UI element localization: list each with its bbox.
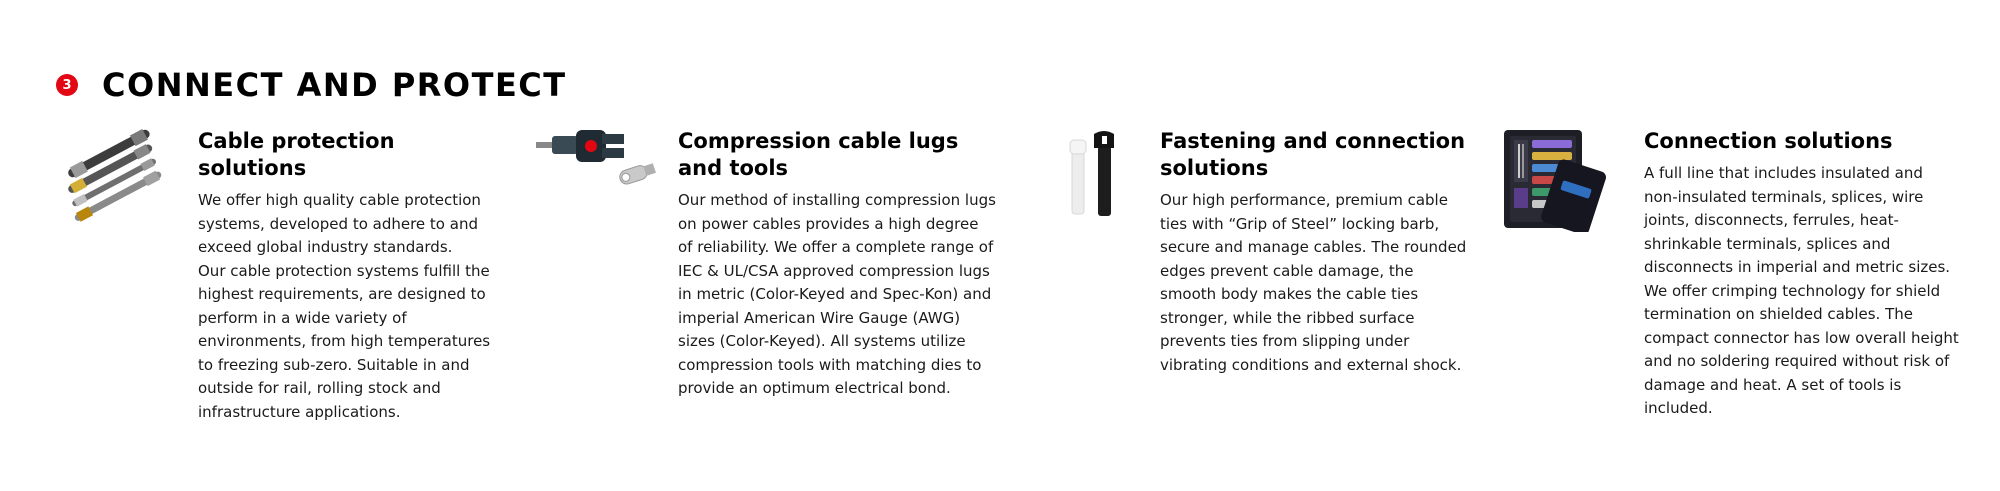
cable-protection-conduits-icon: [56, 128, 166, 238]
card-title: Connection solutions: [1644, 129, 1893, 153]
card-text: [198, 128, 508, 424]
card-description: Our method of installing compression lugs on power cables provides a high degree of reliability. We offer a complete range of IEC & UL/CSA approved compression lugs in metric (Color-Keyed and Spec-Kon) and imperial American Wire Gauge (AWG) sizes (Color-Keyed). All systems utilize compression tools with matching dies to provide an optimum electrical bond.: [678, 191, 996, 397]
section-number-badge: 3: [56, 74, 78, 96]
card-text: [1644, 128, 1960, 421]
connector-kit-case-icon: [1502, 128, 1612, 238]
card-description: A full line that includes insulated and non-insulated terminals, splices, wire joints, disconnects, ferrules, heat-shrinkable terminals, splices and disconnects in imperial and metric sizes. We offer crimping technology for shield termination on shielded cables. The compact connector has low overall height and no soldering required without risk of damage and heat. A set of tools is included.: [1644, 164, 1959, 417]
card-title: Compression cable lugs and tools: [678, 129, 959, 180]
card-text: [1160, 128, 1470, 377]
card-title: Cable protection solutions: [198, 129, 395, 180]
card-description: Our high performance, premium cable ties with “Grip of Steel” locking barb, secure and manage cables. The rounded edges prevent cable damage, the smooth body makes the cable ties stronger, while the ribbed surface prevents ties from slipping under vibrating conditions and external shock.: [1160, 191, 1467, 374]
section-header: [56, 66, 567, 104]
card-text: [678, 128, 996, 401]
crimping-tool-and-cable-lug-icon: [536, 128, 646, 238]
section-title: CONNECT AND PROTECT: [102, 66, 567, 104]
card-description: We offer high quality cable protection systems, developed to adhere to and exceed global industry standards. Our cable protection systems fulfill the highest requirements, are designed to perform in a wide variety of environments, from high temperatures to freezing sub-zero. Suitable in and outside for rail, rolling stock and infrastructure applications.: [198, 191, 491, 421]
card-title: Fastening and connection solutions: [1160, 129, 1466, 180]
